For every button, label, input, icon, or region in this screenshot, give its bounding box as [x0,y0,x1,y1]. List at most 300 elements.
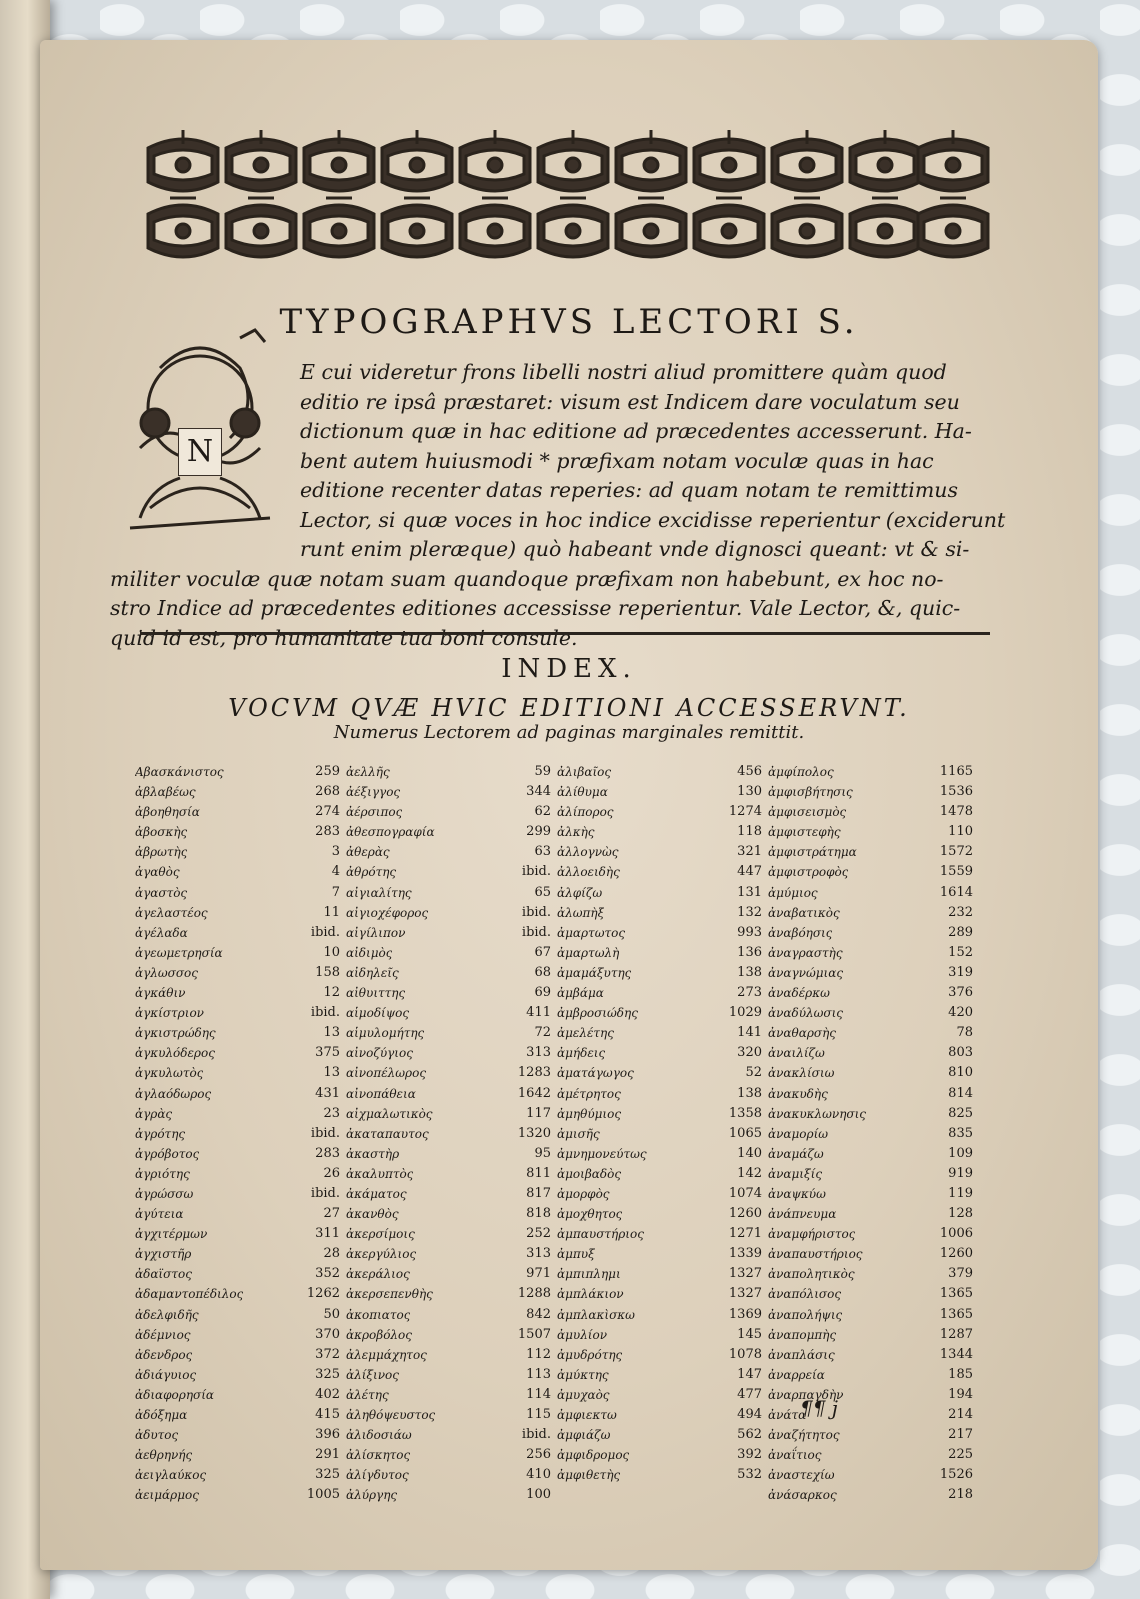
index-subtitle: VOCVM QVÆ HVIC EDITIONI ACCESSERVNT. [228,694,910,722]
index-entry [557,963,762,983]
index-entry [135,762,340,782]
index-word: ἀμέτρητος [557,1086,621,1101]
index-entry [768,1244,973,1264]
index-page-number: 110 [948,824,973,840]
preface-line: E cui videretur frons libelli nostri aliud promittere quàm quod [300,360,947,384]
index-entry [135,1465,340,1485]
index-page-number: 311 [315,1226,340,1242]
index-word: ἀναμιξίς [768,1166,823,1181]
index-entry [768,1305,973,1325]
index-word: ἀνακυκλωνησις [768,1106,867,1121]
preface-line: runt enim pleræque) quò habeant vnde dignosci queant: vt & si- [300,537,970,561]
index-word: ἀναγνώμιας [768,965,844,980]
index-entry [557,1003,762,1023]
index-page-number: 268 [315,784,340,800]
index-page-number: 147 [737,1366,762,1382]
index-page-number: 26 [323,1165,340,1181]
index-page-number: 817 [526,1185,551,1201]
index-word: ἀνάτα [768,1408,807,1422]
index-entry [768,923,973,943]
index-word: ἀναπολητικὸς [768,1267,855,1282]
index-page-number: 12 [323,985,340,1001]
index-entry [557,1043,762,1063]
index-entry [557,1224,762,1244]
index-entry [768,1264,973,1284]
index-entry [557,1164,762,1184]
index-entry [346,1204,551,1224]
index-entry [346,1023,551,1043]
index-entry [346,1184,551,1204]
index-word: ἀνακλίσιω [768,1066,835,1081]
index-entry [135,1184,340,1204]
index-word: ἀγελαστέος [135,905,208,920]
index-page-number: ibid. [310,1185,340,1201]
index-column [557,762,762,1505]
index-entry [135,1445,340,1465]
index-word: ἀλφίζω [557,885,603,900]
index-entry [346,943,551,963]
index-entry [346,1465,551,1485]
index-page-number: 431 [315,1085,340,1101]
index-entry [135,842,340,862]
index-entry [768,1144,973,1164]
book-page [40,40,1098,1570]
index-page-number: 1369 [728,1306,762,1322]
index-word: ἀναρρεία [768,1367,825,1382]
index-word: ἀειγλαύκος [135,1468,207,1483]
index-page-number: 69 [534,985,551,1001]
index-word: ἀγκυλωτὸς [135,1066,204,1081]
index-word: ἀβλαβέως [135,785,196,800]
index-entry [135,1244,340,1264]
index-entry [768,1445,973,1465]
index-entry [135,802,340,822]
index-page-number: 415 [315,1407,340,1422]
divider-rule [140,632,990,635]
index-entry [135,1264,340,1284]
index-entry [557,1365,762,1385]
index-page-number: 477 [737,1386,762,1402]
index-word: ἀναπλάσις [768,1347,835,1362]
index-word: ἀμφίπολος [768,765,834,779]
index-entry [557,883,762,903]
index-entry [768,963,973,983]
index-word: ἀναψκύω [768,1186,826,1201]
index-word: ἀλίσκητος [346,1448,411,1463]
index-page-number: 993 [737,924,762,940]
index-page-number: 136 [737,944,762,960]
index-entry [346,1244,551,1264]
index-word: ἀλκὴς [557,825,595,840]
index-entry [557,862,762,882]
index-word: αἰδιμὸς [346,945,393,960]
index-entry [346,1264,551,1284]
index-word: ἀκεράλιος [346,1267,410,1282]
index-page-number: 152 [948,944,973,960]
index-entry [768,1365,973,1385]
index-word: ἀμφιστεφὴς [768,825,841,840]
index-entry [135,1425,340,1445]
index-entry [346,1164,551,1184]
index-entry [135,1224,340,1244]
index-page-number: 532 [737,1467,762,1483]
index-word: ἀδέμνιος [135,1327,191,1342]
index-page-number: 283 [315,1145,340,1161]
index-word: ἀγκίστριον [135,1006,204,1021]
index-page-number: 185 [948,1366,973,1382]
index-entry [135,1104,340,1124]
index-page-number: ibid. [310,1125,340,1141]
index-word: ἀκαστὴρ [346,1146,400,1161]
index-entry [768,1425,973,1445]
index-columns [135,762,995,1505]
index-entry [557,1104,762,1124]
index-word: ἀναζήτητος [768,1428,840,1443]
index-word: ἀλύργης [346,1488,398,1503]
index-page-number: 109 [948,1145,973,1161]
index-word: ἀμαρτωλὴ [557,945,620,960]
index-word: ἀναΐτιος [768,1448,822,1463]
index-word: ἀλέτης [346,1387,389,1402]
index-page-number: 299 [526,824,551,840]
index-word: ἀέρσιπος [346,805,403,820]
index-word: ἀβρωτὴς [135,845,188,860]
index-entry [346,1405,551,1425]
index-word: ἀμυλίον [557,1327,608,1342]
index-page-number: 65 [534,884,551,900]
index-word: ἀκαλυπτὸς [346,1166,414,1181]
index-entry [557,903,762,923]
index-page-number: 130 [737,784,762,800]
index-word: ἀμφισβήτησις [768,785,853,800]
index-entry [346,903,551,923]
index-note: Numerus Lectorem ad paginas marginales remittit. [333,722,805,743]
index-page-number: 283 [315,824,340,840]
index-entry [346,862,551,882]
index-entry [135,1164,340,1184]
index-page-number: 131 [737,884,762,900]
index-entry [135,943,340,963]
index-page-number: 13 [323,1065,340,1081]
index-entry [135,963,340,983]
index-entry [768,862,973,882]
index-entry [557,842,762,862]
index-word: ἀματάγωγος [557,1066,634,1081]
index-word: ἀειμάρμος [135,1488,199,1503]
index-entry [557,1084,762,1104]
index-word: αἰχμαλωτικὸς [346,1106,433,1121]
index-word: ἀγαστὸς [135,885,188,900]
index-page-number: 810 [948,1065,973,1081]
index-word: ἀλλοειδὴς [557,865,620,880]
index-page-number: 320 [737,1045,762,1061]
index-word: Αβασκάνιστος [135,765,224,779]
index-entry [768,1164,973,1184]
index-page-number: ibid. [521,1427,551,1443]
index-page-number: 78 [956,1025,973,1041]
index-word: ἀναβατικὸς [768,905,840,920]
index-entry [346,1485,551,1505]
index-page-number: 1262 [306,1286,340,1302]
index-word: ἀμισῆς [557,1126,600,1141]
index-entry [768,1204,973,1224]
index-entry [135,1405,340,1425]
preface-line: editio re ipsâ præstaret: visum est Indicem dare voculatum seu [300,389,960,414]
index-page-number: 447 [737,864,762,880]
index-page-number: 1078 [728,1346,762,1362]
index-page-number: 115 [526,1407,551,1422]
index-word: ἀεθρηνής [135,1448,193,1463]
index-page-number: 63 [534,844,551,860]
index-page-number: 273 [737,985,762,1001]
index-page-number: 112 [526,1346,551,1362]
index-word: ἀκερσίμοις [346,1227,415,1242]
index-entry [557,983,762,1003]
index-page-number: 138 [737,964,762,980]
index-word: ἀναγραστὴς [768,945,843,960]
index-page-number: ibid. [310,1005,340,1021]
index-word: ἀμυδρότης [557,1347,623,1362]
index-page-number: 194 [948,1386,973,1402]
index-page-number: 1536 [939,784,973,800]
index-entry [768,1345,973,1365]
index-entry [346,1124,551,1144]
index-entry [135,1084,340,1104]
index-page-number: 814 [948,1085,973,1101]
index-entry [768,1184,973,1204]
index-page-number: 313 [526,1246,551,1262]
index-entry [346,842,551,862]
index-page-number: 1065 [728,1125,762,1141]
index-word: ἀγκιστρώδης [135,1026,216,1041]
index-page-number: 214 [948,1407,973,1422]
index-word: ἀληθόψευστος [346,1408,436,1422]
index-entry [557,923,762,943]
index-page-number: ibid. [521,864,551,880]
index-word: ἀμοιβαδὸς [557,1166,622,1181]
index-entry [768,782,973,802]
index-word: αἰνοζύγιος [346,1046,413,1061]
index-page-number: 67 [534,944,551,960]
index-entry [768,1043,973,1063]
index-word: ἀέξιγγος [346,785,401,800]
index-word: ἀμαρτωτος [557,925,626,940]
index-entry [768,1485,973,1505]
index-word: ἀναστεχίω [768,1468,835,1483]
index-entry [768,1104,973,1124]
index-word: ἀμφιστροφὸς [768,865,849,880]
index-page-number: 835 [948,1125,973,1141]
index-entry [557,1305,762,1325]
index-page-number: 1559 [939,864,973,880]
index-page-number: 259 [315,764,340,779]
index-entry [768,1385,973,1405]
index-page-number: ibid. [521,904,551,920]
index-word: ἀδιαφορησία [135,1387,215,1402]
index-page-number: 13 [323,1025,340,1041]
index-entry [135,1124,340,1144]
index-page-number: 52 [745,1065,762,1081]
index-word: ἀναδέρκω [768,986,830,1001]
index-entry [135,1284,340,1304]
index-word: ἀμβάμα [557,986,604,1001]
index-word: αἰνοπάθεια [346,1086,416,1101]
index-word: ἀγκάθιν [135,986,186,1001]
index-entry [135,1023,340,1043]
index-page-number: 1271 [728,1226,762,1242]
index-entry [768,943,973,963]
index-word: ἀμπυξ [557,1247,595,1262]
index-page-number: 1006 [939,1226,973,1242]
index-page-number: 141 [737,1025,762,1041]
index-entry [768,883,973,903]
index-word: ἀδαϊστος [135,1267,192,1282]
index-entry [135,1485,340,1505]
index-page-number: 376 [948,985,973,1001]
index-entry [768,1284,973,1304]
index-word: ἀμπαυστήριος [557,1227,644,1242]
index-entry [557,1465,762,1485]
index-page-number: 811 [526,1165,551,1181]
index-page-number: 119 [948,1185,973,1201]
index-entry [768,842,973,862]
index-word: ἀγριότης [135,1166,190,1181]
index-page-number: 1327 [728,1266,762,1282]
index-word: ἀδιάγυιος [135,1367,197,1382]
index-page-number: ibid. [310,924,340,940]
index-entry [135,782,340,802]
index-word: αἱμοδίψος [346,1006,410,1021]
index-entry [557,1445,762,1465]
index-entry [346,1345,551,1365]
index-entry [346,923,551,943]
index-page-number: 113 [526,1366,551,1382]
index-word: ἀκροβόλος [346,1327,412,1342]
index-word: ἀμορφὸς [557,1186,610,1201]
index-entry [557,762,762,782]
index-entry [135,862,340,882]
index-page-number: 1260 [728,1206,762,1222]
index-entry [135,1144,340,1164]
index-entry [768,802,973,822]
index-page-number: 7 [331,884,340,900]
index-page-number: 372 [315,1346,340,1362]
index-word: ἀδυτος [135,1428,179,1443]
index-word: ἀκανθὸς [346,1207,399,1222]
index-word: ἀγέλαδα [135,925,188,940]
index-page-number: 803 [948,1045,973,1061]
index-word: ἀνακυδὴς [768,1086,828,1101]
index-word: ἀλίγδυτος [346,1468,409,1483]
index-page-number: 411 [526,1005,551,1021]
index-word: ἀγρότης [135,1126,186,1141]
index-entry [346,1365,551,1385]
index-word: ἀγαθὸς [135,865,180,880]
index-word: ἀλίξινος [346,1367,399,1382]
index-word: ἀδελφιδῆς [135,1307,199,1322]
index-word: ἀμηθύμιος [557,1106,622,1121]
index-word: ἀκαταπαυτος [346,1126,429,1141]
index-page-number: 420 [948,1005,973,1021]
index-word: ἀναβόησις [768,925,833,940]
index-entry [135,1063,340,1083]
index-entry [768,903,973,923]
index-page-number: 396 [315,1427,340,1443]
index-entry [346,963,551,983]
preface-line: quid id est, pro humanitate tua boni consule. [110,625,578,650]
index-page-number: 225 [948,1447,973,1463]
index-word: ἀθρότης [346,865,397,880]
index-word: ἀμνημονεύτως [557,1146,647,1161]
index-word: ἀκερσεπενθὴς [346,1287,433,1302]
index-word: αἰνοπέλωρος [346,1066,427,1081]
index-entry [557,1405,762,1425]
index-entry [557,782,762,802]
index-page-number: 1344 [939,1346,973,1362]
index-word: ἀγρόβοτος [135,1146,200,1161]
index-entry [557,1264,762,1284]
index-word: ἀγχιτέρμων [135,1227,208,1242]
index-page-number: 23 [323,1105,340,1121]
index-word: ἀβοηθησία [135,805,200,820]
index-word: ἀβοσκὴς [135,825,188,840]
index-entry [346,1305,551,1325]
index-page-number: 218 [948,1487,973,1503]
index-entry [557,1063,762,1083]
index-word: ἀναμάζω [768,1146,824,1161]
index-title: INDEX. [501,654,637,684]
index-word: ἀμήδεις [557,1046,606,1061]
index-word: ἀγρὰς [135,1106,173,1121]
index-page-number: 325 [315,1366,340,1382]
index-entry [346,762,551,782]
index-entry [768,1023,973,1043]
index-entry [768,762,973,782]
index-page-number: 379 [948,1266,973,1282]
index-word: ἀμοχθητος [557,1207,623,1222]
index-word: ἀδαμαντοπέδιλος [135,1287,244,1302]
index-column [768,762,973,1505]
index-page-number: 59 [534,764,551,779]
index-word: ἀναπόλισος [768,1287,842,1302]
index-entry [135,903,340,923]
index-word: ἀκάματος [346,1186,407,1201]
index-page-number: 158 [315,964,340,980]
index-page-number: 370 [315,1326,340,1342]
index-word: αἱμυλομήτης [346,1026,425,1041]
index-page-number: 410 [526,1467,551,1483]
index-entry [135,1305,340,1325]
index-page-number: 1320 [517,1125,551,1141]
index-word: ἀμφιεκτω [557,1408,617,1422]
index-page-number: 1029 [728,1005,762,1021]
index-word: ἀμφισεισμὸς [768,805,847,820]
index-entry [135,1325,340,1345]
index-entry [768,1465,973,1485]
index-entry [557,1244,762,1264]
index-entry [135,1365,340,1385]
index-page-number: 1287 [939,1326,973,1342]
index-entry [135,1345,340,1365]
preface-line: editione recenter datas reperies: ad quam notam te remittimus [300,478,959,502]
index-page-number: 252 [526,1226,551,1242]
index-page-number: 95 [534,1145,551,1161]
index-page-number: 1507 [517,1326,551,1342]
index-entry [346,1144,551,1164]
index-page-number: 319 [948,964,973,980]
index-page-number: 132 [737,904,762,920]
drop-cap-letter: N [178,428,222,476]
